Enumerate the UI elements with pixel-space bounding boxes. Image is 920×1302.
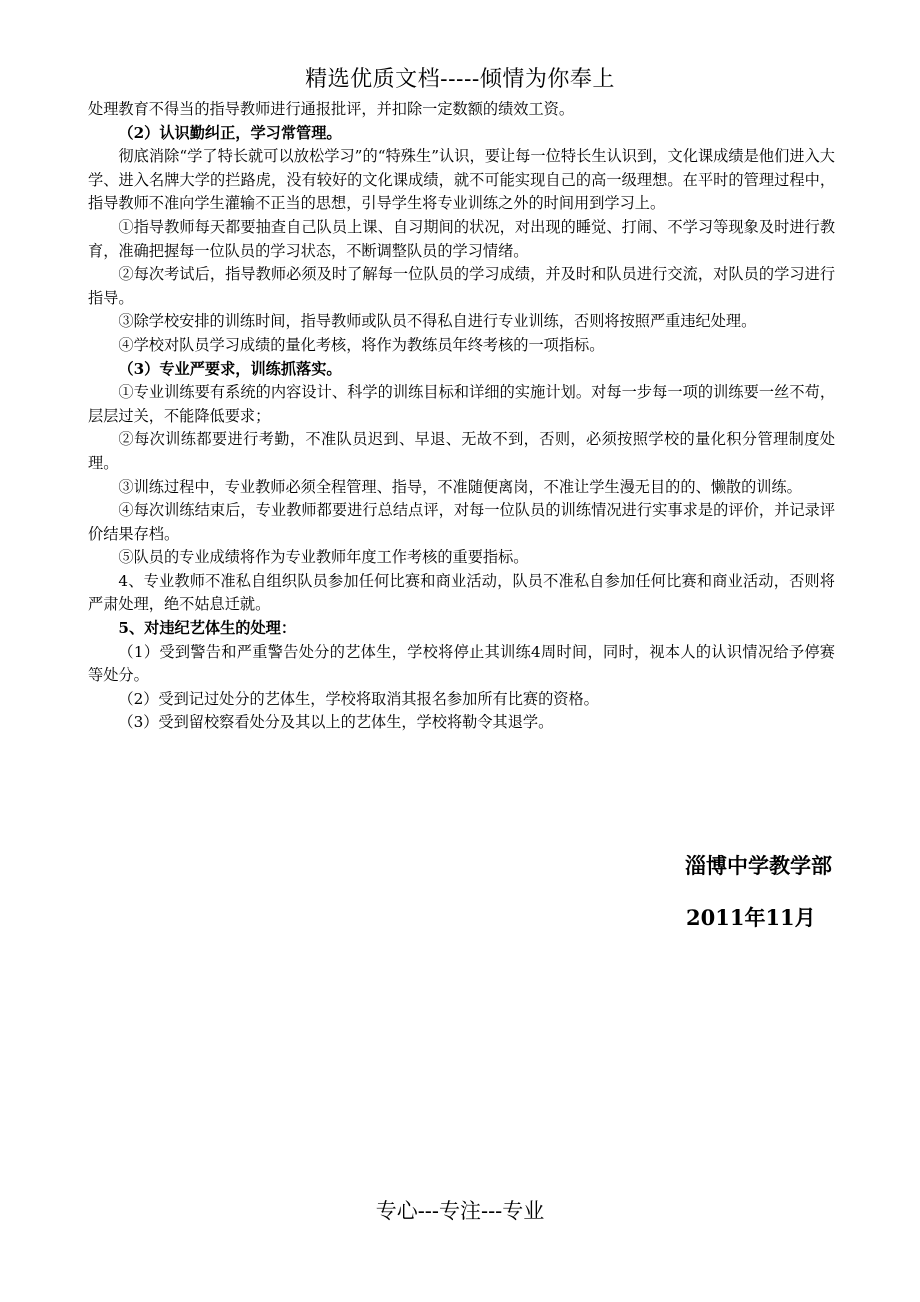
date: 2011年11月 [686, 905, 816, 930]
list-item: ①专业训练要有系统的内容设计、科学的训练目标和详细的实施计划。对每一步每一项的训练要一丝不苟，层层过关，不能降低要求； [88, 383, 835, 425]
list-item: ④学校对队员学习成绩的量化考核，将作为教练员年终考核的一项指标。 [118, 335, 605, 354]
list-item: ⑤队员的专业成绩将作为专业教师年度工作考核的重要指标。 [118, 548, 529, 567]
list-item: ②每次考试后，指导教师必须及时了解每一位队员的学习成绩，并及时和队员进行交流，对队员的学习进行指导。 [88, 265, 835, 307]
section-heading-5: 5、对违纪艺体生的处理： [118, 619, 297, 638]
list-item: （3）受到留校察看处分及其以上的艺体生，学校将勒令其退学。 [118, 713, 554, 732]
section-heading-2: （2）认识勤纠正，学习常管理。 [118, 123, 342, 142]
list-item: （2）受到记过处分的艺体生，学校将取消其报名参加所有比赛的资格。 [118, 689, 599, 708]
document-body [88, 98, 835, 735]
paragraph: 彻底消除“学了特长就可以放松学习”的“特殊生”认识，要让每一位特长生认识到，文化课成绩是他们进入大学、进入名牌大学的拦路虎，没有较好的文化课成绩，就不可能实现自己的高一级理想。在平时的管理过程中，指导教师不准向学生灌输不正当的思想，引导学生将专业训练之外的时间用到学习上。 [88, 147, 835, 213]
list-item: ②每次训练都要进行考勤，不准队员迟到、早退、无故不到，否则，必须按照学校的量化积分管理制度处理。 [88, 430, 835, 472]
list-item: ④每次训练结束后，专业教师都要进行总结点评，对每一位队员的训练情况进行实事求是的评价，并记录评价结果存档。 [88, 501, 835, 543]
page-header: 精选优质文档-----倾情为你奉上 [305, 67, 615, 92]
section-heading-3: （3）专业严要求，训练抓落实。 [118, 359, 342, 378]
signature: 淄博中学教学部 [685, 853, 832, 878]
list-item: ③训练过程中，专业教师必须全程管理、指导，不准随便离岗，不准让学生漫无目的的、懒散的训练。 [118, 477, 802, 496]
paragraph: 4、专业教师不准私自组织队员参加任何比赛和商业活动，队员不准私自参加任何比赛和商业活动，否则将严肃处理，绝不姑息迁就。 [88, 571, 835, 614]
page-footer: 专心---专注---专业 [375, 1199, 545, 1223]
list-item: ①指导教师每天都要抽查自己队员上课、自习期间的状况，对出现的睡觉、打闹、不学习等现象及时进行教育，准确把握每一位队员的学习状态，不断调整队员的学习情绪。 [88, 217, 835, 260]
list-item: ③除学校安排的训练时间，指导教师或队员不得私自进行专业训练，否则将按照严重违纪处理。 [118, 312, 757, 331]
list-item: （1）受到警告和严重警告处分的艺体生，学校将停止其训练4周时间，同时，视本人的认识情况给予停赛等处分。 [88, 642, 835, 685]
paragraph-continuation: 处理教育不得当的指导教师进行通报批评，并扣除一定数额的绩效工资。 [88, 100, 574, 118]
